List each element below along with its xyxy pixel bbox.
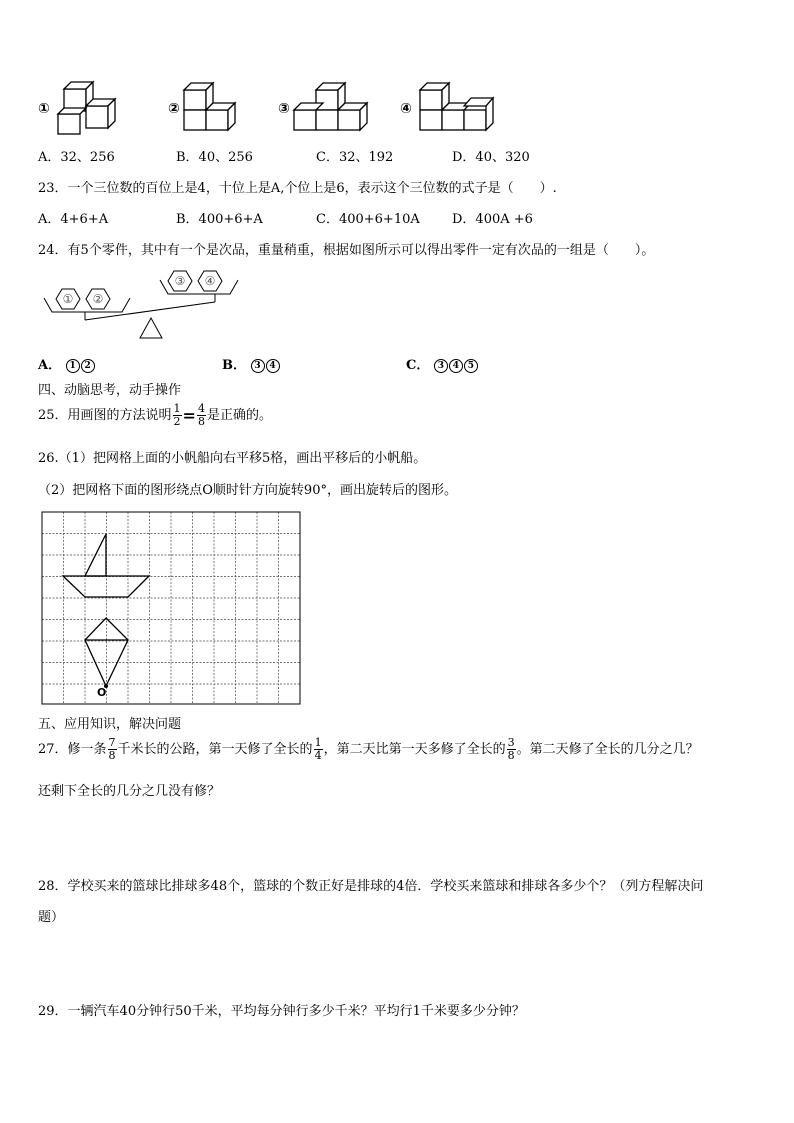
fraction-7-8: $\frac{7}{8}$	[108, 736, 116, 762]
q28-line-1: 28．学校买来的篮球比排球多48个，篮球的个数正好是排球的4倍．学校买来篮球和排球各多少个？（列方程解决问	[38, 879, 704, 894]
figure-label-2: ②	[168, 101, 180, 117]
fraction-3-8: $\frac{3}{8}$	[507, 736, 515, 762]
q26-line-2: （2）把网格下面的图形绕点O顺时针方向旋转90°，画出旋转后的图形。	[38, 483, 457, 498]
q26-line-1: 26.（1）把网格上面的小帆船向右平移5格，画出平移后的小帆船。	[38, 451, 427, 466]
fraction-1-2: $\frac{1}{2}$	[173, 402, 181, 428]
q25-stem	[38, 403, 272, 428]
q22-option-c[interactable]: C．32、192	[316, 150, 394, 165]
option-letter: B．	[222, 358, 246, 373]
part-1-label: ①	[62, 292, 74, 306]
drawing-grid[interactable]	[41, 511, 303, 707]
section-4-title: 四、动脑思考，动手操作	[38, 383, 182, 398]
figure-label-1: ①	[38, 101, 50, 117]
sailboat-shape	[63, 534, 149, 597]
q28-line-2: 题）	[38, 910, 65, 925]
q24-option-a[interactable]	[38, 354, 96, 373]
part-3-label: ③	[174, 274, 186, 288]
q24-option-c[interactable]	[406, 354, 479, 373]
circled-number: 1	[66, 359, 80, 373]
fraction-4-8: $\frac{4}{8}$	[197, 402, 205, 428]
equals-sign: =	[182, 406, 196, 425]
q22-option-b[interactable]: B．40、256	[176, 150, 253, 165]
cube-figure-2	[166, 76, 246, 136]
option-letter: A．	[38, 358, 62, 373]
q24-stem: 24．有5个零件，其中有一个是次品，重量稍重，根据如图所示可以得出零件一定有次品的一组是（ ）。	[38, 243, 655, 258]
fraction-1-4: $\frac{1}{4}$	[314, 736, 322, 762]
part-2-label: ②	[92, 292, 104, 306]
q25-suffix: 是正确的。	[206, 408, 272, 423]
q23-stem: 23．一个三位数的百位上是4，十位上是A,个位上是6，表示这个三位数的式子是（ ）.	[38, 181, 557, 196]
point-o-label: O	[97, 686, 107, 699]
option-letter: C．	[406, 358, 430, 373]
cube-figure-4	[398, 76, 508, 136]
q23-option-a[interactable]: A．4+6+A	[38, 212, 109, 227]
circled-number: 4	[266, 359, 280, 373]
circled-number: 3	[434, 359, 448, 373]
section-5-title: 五、应用知识，解决问题	[38, 717, 182, 732]
circled-number: 3	[251, 359, 265, 373]
figure-label-4: ④	[400, 101, 412, 117]
q23-option-c[interactable]: C．400+6+10A	[316, 212, 420, 227]
q27-line-2: 还剩下全长的几分之几没有修？	[38, 784, 221, 799]
q24-option-b[interactable]	[222, 354, 281, 373]
q22-option-d[interactable]: D．40、320	[452, 150, 530, 165]
part-4-label: ④	[204, 274, 216, 288]
q22-option-a[interactable]: A．32、256	[38, 150, 115, 165]
q23-option-d[interactable]: D．400A +6	[452, 212, 533, 227]
q29-stem: 29．一辆汽车40分钟行50千米，平均每分钟行多少千米？平均行1千米要多少分钟？	[38, 1004, 525, 1019]
cube-figure-1	[36, 76, 126, 136]
circled-number: 2	[81, 359, 95, 373]
q23-option-b[interactable]: B．400+6+A	[176, 212, 263, 227]
balance-scale	[40, 262, 250, 342]
cube-figure-3	[276, 76, 376, 136]
q25-prefix: 25．用画图的方法说明	[38, 408, 172, 423]
circled-number: 5	[464, 359, 478, 373]
q27-line-1: 27．修一条 $\frac{7}{8}$ 千米长的公路，第一天修了全长的 $\frac{1}{4}$ ，第二天比第一天多修了全长的 $\frac{3}{8}$ 。第二天修了全长的几分之几？	[38, 736, 699, 762]
circled-number: 4	[449, 359, 463, 373]
figure-label-3: ③	[278, 101, 290, 117]
